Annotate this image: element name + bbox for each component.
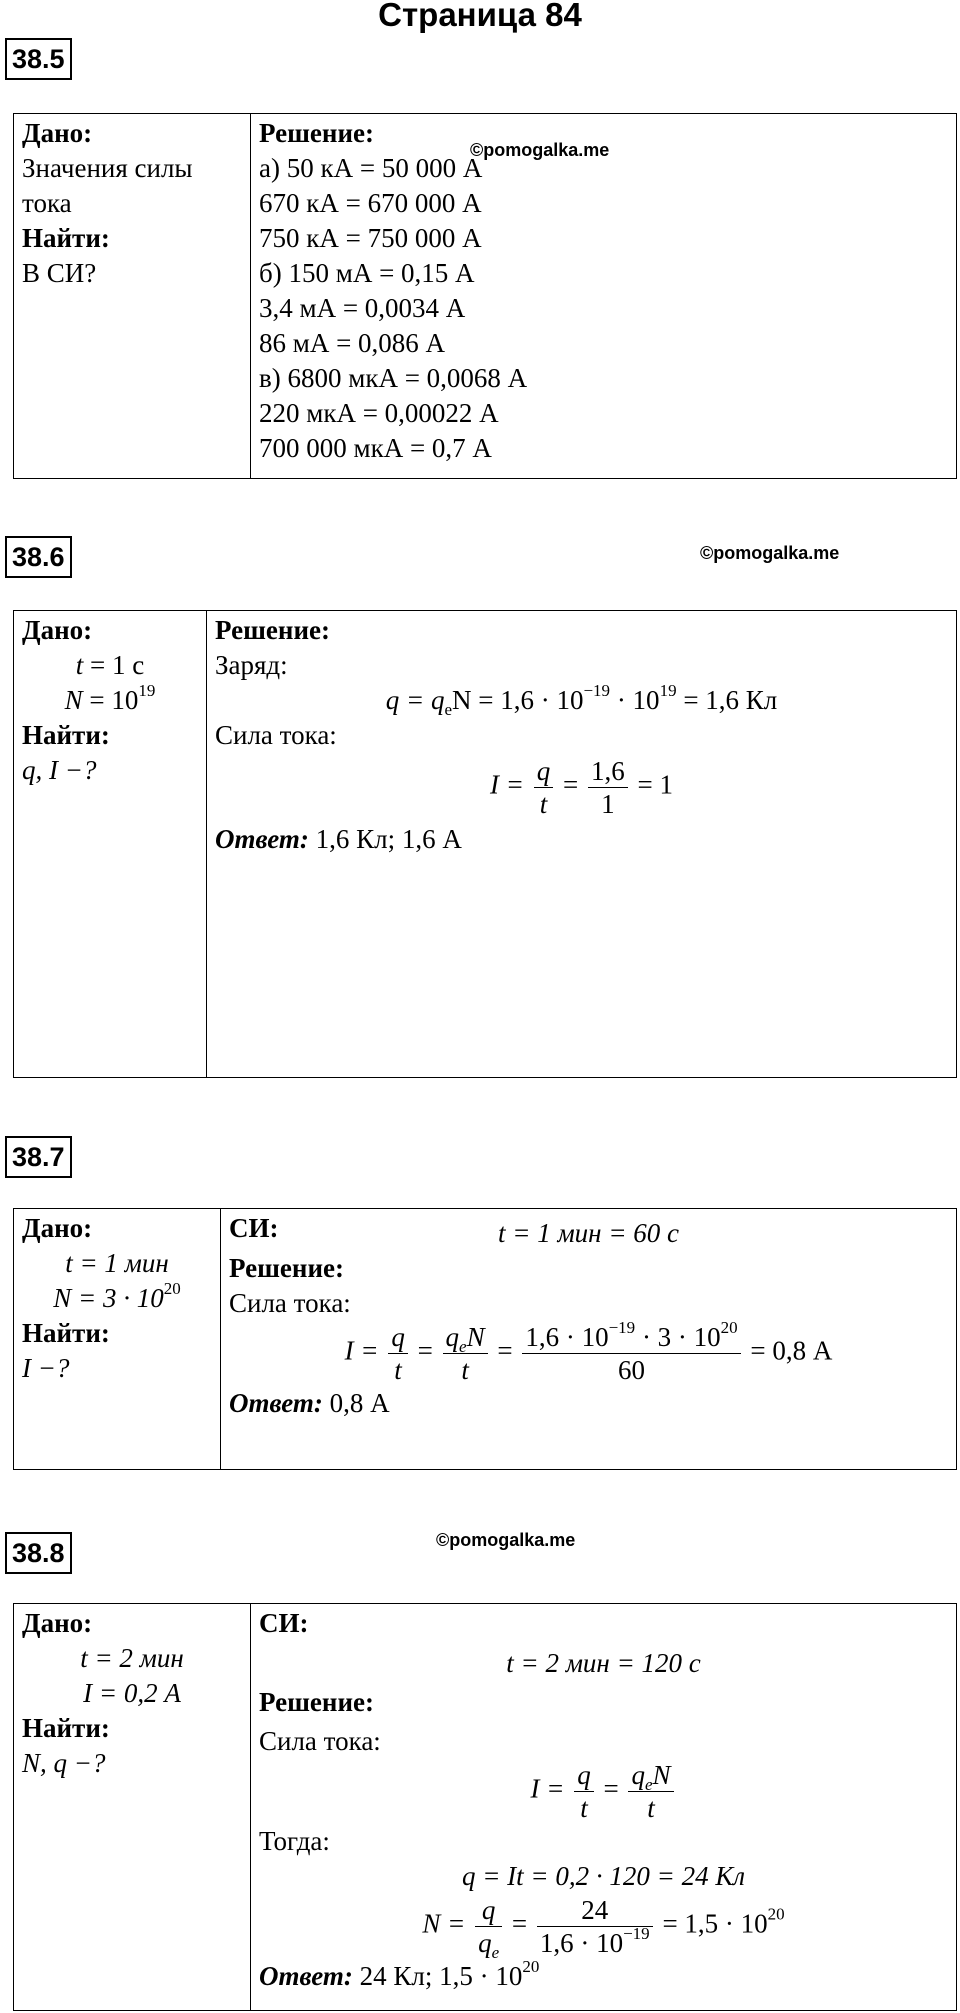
solution-cell xyxy=(251,1604,957,2011)
given-heading: Дано: xyxy=(22,118,93,148)
solution-cell xyxy=(251,114,957,479)
answer-value: 24 Кл; 1,5 · 10 xyxy=(352,1961,523,1991)
given-time xyxy=(22,648,198,683)
given-cell xyxy=(14,1209,221,1470)
current-equation: I = $\frac{q}{t}$ = $\frac{q_eN}{t}$ = $\frac{1,6 \cdot 10^{-19} \cdot 3 \cdot 10^{20}}{60}$ = 0,8 А xyxy=(344,1318,833,1385)
exponent: 19 xyxy=(138,681,156,700)
current-equation: I = $\frac{q}{t}$ = $\frac{q_eN}{t}$ xyxy=(259,1759,948,1824)
fraction: $\frac{24}{1,6 \cdot 10^{-19}}$ xyxy=(537,1894,653,1959)
si-conversion: t = 1 мин = 60 с xyxy=(497,1218,680,1248)
charge-label: Заряд: xyxy=(215,650,288,680)
solution-line: 670 кА = 670 000 А xyxy=(259,188,482,218)
fraction: $\frac{1,6}{1}$ xyxy=(588,755,628,820)
si-heading: СИ: xyxy=(229,1213,279,1243)
given-heading: Дано: xyxy=(22,1608,93,1638)
find-heading: Найти: xyxy=(22,1713,110,1743)
answer-label: Ответ: xyxy=(229,1388,323,1418)
fraction: $\frac{q}{q_e}$ xyxy=(475,1894,502,1959)
solution-line: 700 000 мкА = 0,7 А xyxy=(259,433,492,463)
solution-heading: Решение: xyxy=(215,615,330,645)
solution-cell xyxy=(207,611,957,1078)
solution-line: 750 кА = 750 000 А xyxy=(259,223,482,253)
find-text: В СИ? xyxy=(22,258,97,288)
si-conversion: t = 2 мин = 120 с xyxy=(506,1648,701,1678)
charge-equation: q = It = 0,2 · 120 = 24 Кл xyxy=(461,1861,746,1891)
answer-label: Ответ: xyxy=(259,1961,353,1991)
solution-table-38-8 xyxy=(13,1603,957,2011)
fraction: $\frac{q}{t}$ xyxy=(534,755,554,820)
current-label: Сила тока: xyxy=(215,720,337,750)
current-equation: I = $\frac{q}{t}$ = $\frac{1,6}{1}$ = 1 xyxy=(490,756,673,819)
answer xyxy=(215,822,948,857)
solution-line: 220 мкА = 0,00022 А xyxy=(259,398,499,428)
given-time: t = 1 мин xyxy=(65,1248,169,1278)
then-label: Тогда: xyxy=(259,1826,330,1856)
solution-line: 86 мА = 0,086 А xyxy=(259,328,446,358)
charge-equation: $q = q_eN = 1,6 \cdot 10^{-19} \cdot 10^{19} = 1,6$ Кл xyxy=(385,681,778,719)
page-title: Страница 84 xyxy=(378,0,582,33)
given-time-value: = 1 с xyxy=(83,650,145,680)
count-equation: N = $\frac{q}{q_e}$ = $\frac{24}{1,6 \cdot 10^{-19}}$ = $1,5 \cdot 10^{20}$ xyxy=(422,1895,785,1962)
solution-table-38-6 xyxy=(13,610,957,1078)
answer-value: 0,8 А xyxy=(322,1388,390,1418)
find-heading: Найти: xyxy=(22,1318,110,1348)
fraction: $\frac{q_eN}{t}$ xyxy=(628,1759,673,1824)
find-heading: Найти: xyxy=(22,223,110,253)
problem-number-38-7: 38.7 xyxy=(5,1136,72,1178)
given-current: I = 0,2 А xyxy=(83,1678,181,1708)
si-heading: СИ: xyxy=(259,1608,309,1638)
given-text: Значения силы xyxy=(22,153,193,183)
watermark: ©pomogalka.me xyxy=(700,543,840,563)
answer: Ответ: 24 Кл; $1,5 \cdot 10^{20}$ xyxy=(259,1957,540,1991)
solution-heading: Решение: xyxy=(259,1687,374,1717)
var-N: N xyxy=(64,685,83,715)
watermark: ©pomogalka.me xyxy=(470,140,610,160)
given-cell xyxy=(14,611,207,1078)
solution-heading: Решение: xyxy=(229,1253,344,1283)
solution-cell xyxy=(221,1209,957,1470)
given-heading: Дано: xyxy=(22,1213,93,1243)
given-text: тока xyxy=(22,188,72,218)
solution-heading: Решение: xyxy=(259,118,374,148)
given-count: $N = 3 \cdot 10^{20}$ xyxy=(53,1279,181,1313)
given-cell xyxy=(14,1604,251,2011)
answer xyxy=(229,1386,948,1421)
given-count xyxy=(22,683,198,718)
current-label: Сила тока: xyxy=(229,1288,351,1318)
solution-line: б) 150 мА = 0,15 А xyxy=(259,258,475,288)
solution-line: в) 6800 мкА = 0,0068 А xyxy=(259,363,528,393)
find-text: I −? xyxy=(22,1353,70,1383)
answer-label: Ответ: xyxy=(215,824,309,854)
solution-table-38-5 xyxy=(13,113,957,479)
find-heading: Найти: xyxy=(22,720,110,750)
given-time: t = 2 мин xyxy=(80,1643,184,1673)
given-count-value: = 10 xyxy=(82,685,139,715)
given-heading: Дано: xyxy=(22,615,93,645)
fraction: $\frac{q_eN}{t}$ xyxy=(443,1321,488,1386)
fraction: $\frac{q}{t}$ xyxy=(388,1321,408,1386)
problem-number-38-8: 38.8 xyxy=(5,1532,72,1574)
problem-number-38-5: 38.5 xyxy=(5,38,72,80)
find-text: N, q −? xyxy=(22,1748,106,1778)
given-cell xyxy=(14,114,251,479)
var-t: t xyxy=(75,650,84,680)
solution-table-38-7 xyxy=(13,1208,957,1470)
problem-number-38-6: 38.6 xyxy=(5,536,72,578)
current-label: Сила тока: xyxy=(259,1726,381,1756)
solution-line: а) 50 кА = 50 000 А xyxy=(259,153,483,183)
watermark: ©pomogalka.me xyxy=(436,1530,576,1550)
fraction: $\frac{1,6 \cdot 10^{-19} \cdot 3 \cdot 10^{20}}{60}$ xyxy=(522,1321,740,1386)
solution-line: 3,4 мА = 0,0034 А xyxy=(259,293,466,323)
find-text: q, I −? xyxy=(22,755,97,785)
answer-value: 1,6 Кл; 1,6 А xyxy=(308,824,462,854)
fraction: $\frac{q}{t}$ xyxy=(574,1759,594,1824)
